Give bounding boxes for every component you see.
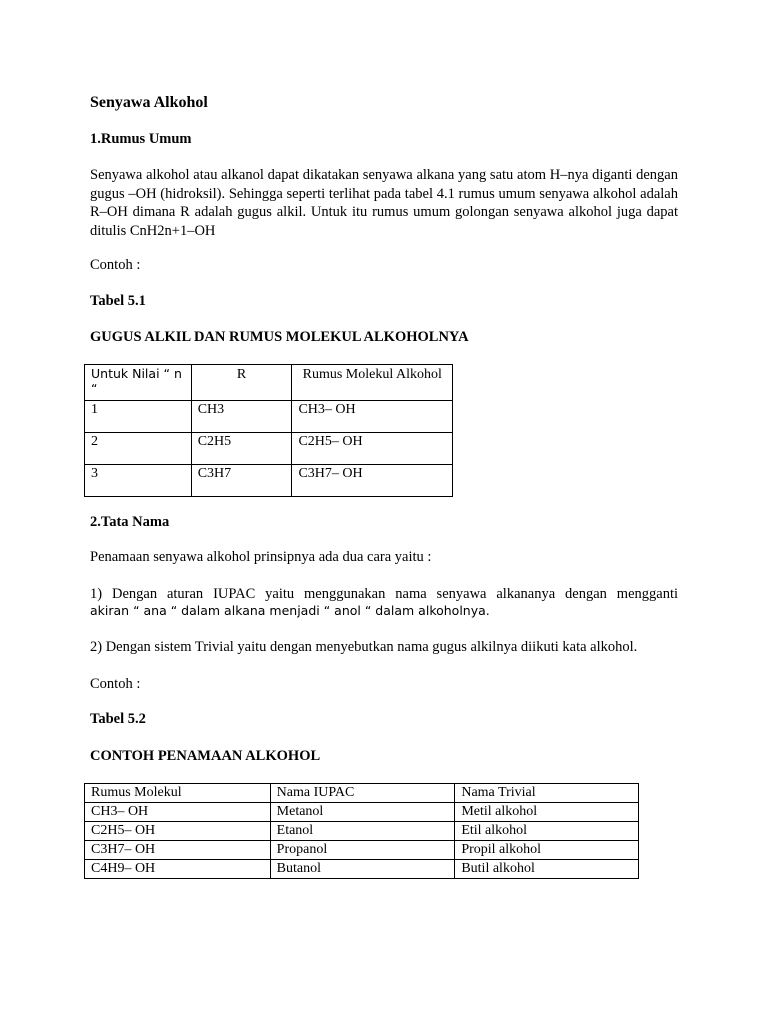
section-2-heading: 2.Tata Nama: [90, 514, 170, 530]
table-cell: Butanol: [270, 860, 455, 879]
table-row: [85, 465, 453, 497]
table-row: [85, 401, 453, 433]
table-cell: C3H7– OH: [292, 465, 453, 497]
table-cell: 1: [85, 401, 192, 433]
table-header-cell: Rumus Molekul Alkohol: [292, 365, 453, 401]
table-header-cell: Untuk Nilai “ n “: [85, 365, 192, 401]
table-cell: C3H7: [191, 465, 292, 497]
table-cell: CH3– OH: [85, 803, 271, 822]
table-cell: Propanol: [270, 841, 455, 860]
table-header-cell: Rumus Molekul: [85, 784, 271, 803]
section-2-intro: Penamaan senyawa alkohol prinsipnya ada dua cara yaitu :: [90, 549, 432, 565]
table-cell: Metanol: [270, 803, 455, 822]
table-cell: C4H9– OH: [85, 860, 271, 879]
table-header-cell: R: [191, 365, 292, 401]
table-cell: C2H5– OH: [292, 433, 453, 465]
section-1-paragraph: Senyawa alkohol atau alkanol dapat dikatakan senyawa alkana yang satu atom H–nya diganti dengan gugus –OH (hidroksil). Sehingga seperti terlihat pada tabel 4.1 rumus umum senyawa alkohol adalah R–OH dimana R adalah gugus alkil. Untuk itu rumus umum golongan senyawa alkohol juga dapat ditulis CnH2n+1–OH: [90, 167, 678, 239]
table-cell: Etil alkohol: [455, 822, 639, 841]
table-cell: Butil alkohol: [455, 860, 639, 879]
table-cell: Propil alkohol: [455, 841, 639, 860]
table-1-label: Tabel 5.1: [90, 293, 146, 309]
contoh-label-2: Contoh :: [90, 676, 141, 692]
table-cell: CH3: [191, 401, 292, 433]
table-row: [85, 822, 639, 841]
table-row: [85, 803, 639, 822]
table-row: [85, 860, 639, 879]
table-cell: Metil alkohol: [455, 803, 639, 822]
table-1-title: GUGUS ALKIL DAN RUMUS MOLEKUL ALKOHOLNYA: [90, 329, 469, 345]
contoh-label-1: Contoh :: [90, 257, 141, 273]
table-cell: C2H5– OH: [85, 822, 271, 841]
table-cell: C2H5: [191, 433, 292, 465]
table-header-cell: Nama IUPAC: [270, 784, 455, 803]
table-cell: Etanol: [270, 822, 455, 841]
table-header-cell: Nama Trivial: [455, 784, 639, 803]
table-header-row: [85, 784, 639, 803]
table-cell: 3: [85, 465, 192, 497]
iupac-rule-line-2: akiran “ ana “ dalam alkana menjadi “ anol “ dalam alkoholnya.: [90, 603, 490, 618]
table-2-label: Tabel 5.2: [90, 711, 146, 727]
section-1-heading: 1.Rumus Umum: [90, 131, 192, 147]
table-cell: CH3– OH: [292, 401, 453, 433]
table-row: [85, 841, 639, 860]
table-2-title: CONTOH PENAMAAN ALKOHOL: [90, 748, 321, 764]
table-cell: 2: [85, 433, 192, 465]
naming-table: [84, 783, 639, 879]
table-header-row: [85, 365, 453, 401]
iupac-rule-line-1: 1) Dengan aturan IUPAC yaitu menggunakan nama senyawa alkananya dengan mengganti: [90, 586, 678, 602]
document-title: Senyawa Alkohol: [90, 94, 208, 111]
trivial-rule: 2) Dengan sistem Trivial yaitu dengan menyebutkan nama gugus alkilnya diikuti kata alkohol.: [90, 639, 638, 655]
alkyl-table: [84, 364, 453, 497]
table-row: [85, 433, 453, 465]
table-cell: C3H7– OH: [85, 841, 271, 860]
